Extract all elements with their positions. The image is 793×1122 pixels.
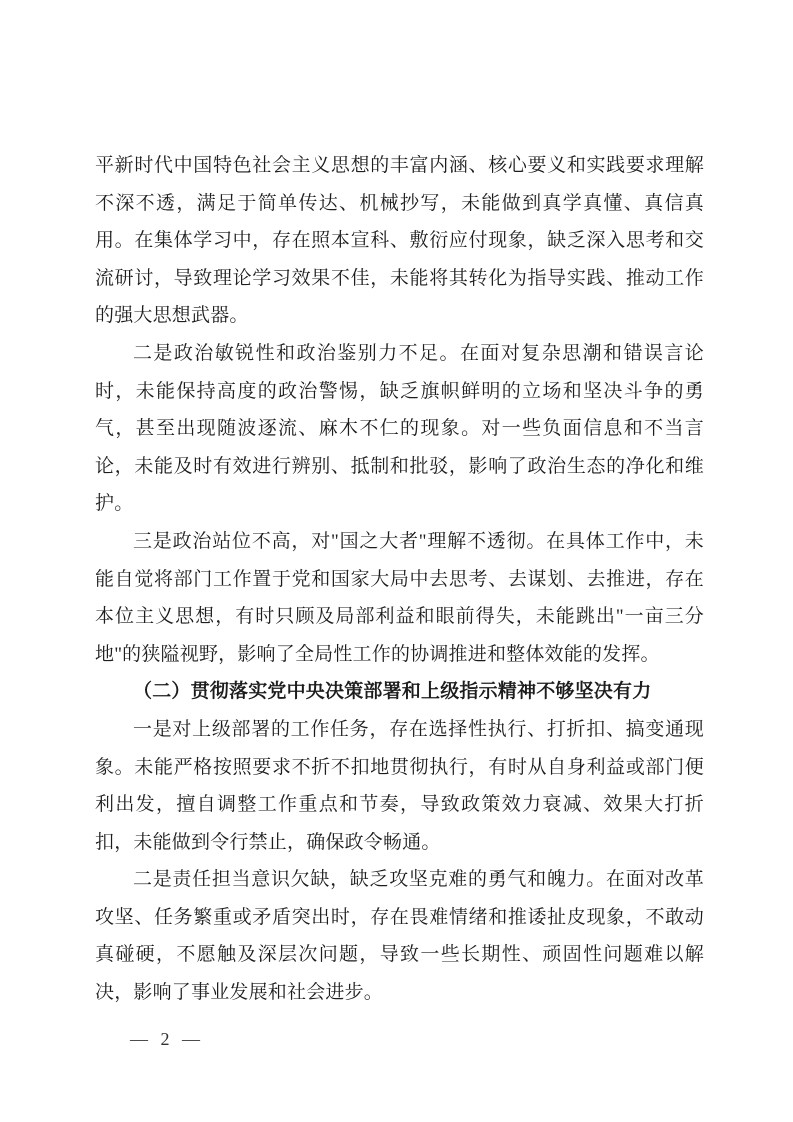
page-footer (130, 1029, 204, 1050)
paragraph-point-two-section-two: 二是责任担当意识欠缺，缺乏攻坚克难的勇气和魄力。在面对改革攻坚、任务繁重或矛盾突出时，存在畏难情绪和推诿扯皮现象，不敢动真碰硬，不愿触及深层次问题，导致一些长期性、顽固性问题难以解决，影响了事业发展和社会进步。 (95, 869, 704, 1004)
paragraph-point-three: 三是政治站位不高，对"国之大者"理解不透彻。在具体工作中，未能自觉将部门工作置于党和国家大局中去思考、去谋划、去推进，存在本位主义思想，有时只顾及局部利益和眼前得失，未能跳出"一亩三分地"的狭隘视野，影响了全局性工作的协调推进和整体效能的发挥。 (95, 530, 704, 665)
paragraph-point-two: 二是政治敏锐性和政治鉴别力不足。在面对复杂思潮和错误言论时，未能保持高度的政治警惕，缺乏旗帜鲜明的立场和坚决斗争的勇气，甚至出现随波逐流、麻木不仁的现象。对一些负面信息和不当言论，未能及时有效进行辨别、抵制和批驳，影响了政治生态的净化和维护。 (95, 342, 704, 515)
page-number: — 2 — (130, 1029, 204, 1049)
document-body (95, 147, 704, 1012)
section-heading: （二）贯彻落实党中央决策部署和上级指示精神不够坚决有力 (133, 681, 652, 703)
paragraph-point-one-section-two: 一是对上级部署的工作任务，存在选择性执行、打折扣、搞变通现象。未能严格按照要求不折不扣地贯彻执行，有时从自身利益或部门便利出发，擅自调整工作重点和节奏，导致政策效力衰减、效果大打折扣，未能做到令行禁止，确保政令畅通。 (95, 718, 704, 853)
paragraph-continuation: 平新时代中国特色社会主义思想的丰富内涵、核心要义和实践要求理解不深不透，满足于简单传达、机械抄写，未能做到真学真懂、真信真用。在集体学习中，存在照本宣科、敷衍应付现象，缺乏深入思考和交流研讨，导致理论学习效果不佳，未能将其转化为指导实践、推动工作的强大思想武器。 (95, 155, 704, 327)
